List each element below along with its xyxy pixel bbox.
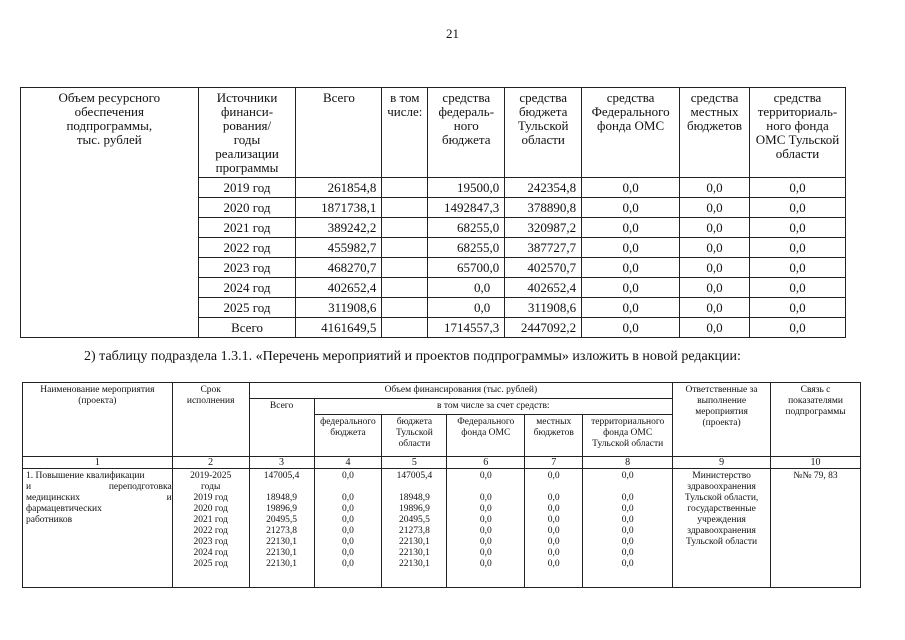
index-cell: 7 xyxy=(525,457,583,469)
total-cell: 261854,8 xyxy=(296,178,382,198)
resource-label: Объем ресурсного обеспечения подпрограммы, тыс. рублей xyxy=(21,88,199,338)
regional-cell: 402652,4 xyxy=(505,278,582,298)
header-local: местных бюджетов xyxy=(525,415,583,457)
foms-cell: 0,0 xyxy=(582,278,680,298)
regional-cell: 242354,8 xyxy=(505,178,582,198)
regional-cell: 2447092,2 xyxy=(505,318,582,338)
header-link: Связь с показателями подпрограммы xyxy=(771,383,861,457)
federal-cell: 68255,0 xyxy=(428,238,505,258)
local-cell: 0,0 xyxy=(680,198,750,218)
federal-cell: 65700,0 xyxy=(428,258,505,278)
tfoms-cell: 0,0 xyxy=(750,198,846,218)
measure-years: 2019-2025 годы 2019 год 2020 год 2021 год 2022 год 2023 год 2024 год 2025 год xyxy=(172,469,249,588)
empty-cell xyxy=(382,178,428,198)
year-cell: 2023 год xyxy=(198,258,296,278)
year-cell: 2019 год xyxy=(198,178,296,198)
header-responsible: Ответственные за выполнение мероприятия (проекта) xyxy=(673,383,771,457)
tfoms-cell: 0,0 xyxy=(750,218,846,238)
index-cell: 6 xyxy=(447,457,525,469)
total-cell: 402652,4 xyxy=(296,278,382,298)
instruction-text: 2) таблицу подраздела 1.3.1. «Перечень мероприятий и проектов подпрограммы» изложить в новой редакции: xyxy=(84,349,741,364)
header-total: Всего xyxy=(249,399,314,457)
regional-cell: 320987,2 xyxy=(505,218,582,238)
index-cell: 3 xyxy=(249,457,314,469)
index-cell: 9 xyxy=(673,457,771,469)
federal-cell: 68255,0 xyxy=(428,218,505,238)
empty-cell xyxy=(382,298,428,318)
local-cell: 0,0 xyxy=(680,278,750,298)
tfoms-cell: 0,0 xyxy=(750,298,846,318)
local-cell: 0,0 xyxy=(680,218,750,238)
index-cell: 8 xyxy=(583,457,673,469)
header-volume: Объем финансирования (тыс. рублей) xyxy=(249,383,673,399)
header-name: Наименование мероприятия (проекта) xyxy=(23,383,173,457)
total-cell: 1871738,1 xyxy=(296,198,382,218)
header-federal: средства федераль- ного бюджета xyxy=(428,88,505,178)
header-foms: средства Федерального фонда ОМС xyxy=(582,88,680,178)
tfoms-cell: 0,0 xyxy=(750,278,846,298)
local-cell: 0,0 xyxy=(680,318,750,338)
measure-total: 147005,4 18948,9 19896,9 20495,5 21273,8 22130,1 22130,1 22130,1 xyxy=(249,469,314,588)
year-cell: 2021 год xyxy=(198,218,296,238)
regional-cell: 311908,6 xyxy=(505,298,582,318)
header-total: Всего xyxy=(296,88,382,178)
total-cell: 468270,7 xyxy=(296,258,382,278)
tfoms-cell: 0,0 xyxy=(750,178,846,198)
total-cell: 311908,6 xyxy=(296,298,382,318)
header-incl: в том числе: xyxy=(382,88,428,178)
measure-link: №№ 79, 83 xyxy=(771,469,861,588)
year-cell: 2024 год xyxy=(198,278,296,298)
index-row xyxy=(23,457,861,469)
header-regional: бюджета Тульской области xyxy=(382,415,447,457)
index-cell: 4 xyxy=(314,457,382,469)
year-cell: 2025 год xyxy=(198,298,296,318)
regional-cell: 402570,7 xyxy=(505,258,582,278)
header-tfoms: средства территориаль- ного фонда ОМС Тульской области xyxy=(750,88,846,178)
empty-cell xyxy=(382,318,428,338)
index-cell: 10 xyxy=(771,457,861,469)
empty-cell xyxy=(382,198,428,218)
regional-cell: 387727,7 xyxy=(505,238,582,258)
federal-cell: 1492847,3 xyxy=(428,198,505,218)
total-cell: 4161649,5 xyxy=(296,318,382,338)
local-cell: 0,0 xyxy=(680,298,750,318)
local-cell: 0,0 xyxy=(680,178,750,198)
empty-cell xyxy=(382,218,428,238)
empty-cell xyxy=(382,278,428,298)
header-local: средства местных бюджетов xyxy=(680,88,750,178)
measure-responsible: Министерство здравоохранения Тульской области, государственные учреждения здравоохранения Тульской области xyxy=(673,469,771,588)
index-cell: 2 xyxy=(172,457,249,469)
year-cell: 2022 год xyxy=(198,238,296,258)
measure-row xyxy=(23,469,861,588)
measure-local: 0,0 0,0 0,0 0,0 0,0 0,0 0,0 0,0 xyxy=(525,469,583,588)
foms-cell: 0,0 xyxy=(582,298,680,318)
local-cell: 0,0 xyxy=(680,238,750,258)
empty-cell xyxy=(382,258,428,278)
measure-tfoms: 0,0 0,0 0,0 0,0 0,0 0,0 0,0 0,0 xyxy=(583,469,673,588)
total-cell: 455982,7 xyxy=(296,238,382,258)
tfoms-cell: 0,0 xyxy=(750,238,846,258)
federal-cell: 19500,0 xyxy=(428,178,505,198)
federal-cell: 0,0 xyxy=(428,298,505,318)
total-cell: 389242,2 xyxy=(296,218,382,238)
foms-cell: 0,0 xyxy=(582,178,680,198)
federal-cell: 1714557,3 xyxy=(428,318,505,338)
regional-cell: 378890,8 xyxy=(505,198,582,218)
header-regional: средства бюджета Тульской области xyxy=(505,88,582,178)
tfoms-cell: 0,0 xyxy=(750,258,846,278)
header-sources: Источники финанси- рования/ годы реализации программы xyxy=(198,88,296,178)
year-cell: 2020 год xyxy=(198,198,296,218)
measure-name: 1. Повышение квалификации и переподготовка медицинских и фармацевтических работников xyxy=(23,469,173,588)
tfoms-cell: 0,0 xyxy=(750,318,846,338)
page-number: 21 xyxy=(446,26,459,41)
federal-cell: 0,0 xyxy=(428,278,505,298)
measures-table xyxy=(22,382,861,588)
header-incl: в том числе за счет средств: xyxy=(314,399,673,415)
foms-cell: 0,0 xyxy=(582,258,680,278)
local-cell: 0,0 xyxy=(680,258,750,278)
index-cell: 1 xyxy=(23,457,173,469)
resource-table xyxy=(20,87,846,338)
header-foms: Федерального фонда ОМС xyxy=(447,415,525,457)
empty-cell xyxy=(382,238,428,258)
header-term: Срок исполнения xyxy=(172,383,249,457)
foms-cell: 0,0 xyxy=(582,238,680,258)
index-cell: 5 xyxy=(382,457,447,469)
measure-foms: 0,0 0,0 0,0 0,0 0,0 0,0 0,0 0,0 xyxy=(447,469,525,588)
measure-federal: 0,0 0,0 0,0 0,0 0,0 0,0 0,0 0,0 xyxy=(314,469,382,588)
foms-cell: 0,0 xyxy=(582,218,680,238)
measure-regional: 147005,4 18948,9 19896,9 20495,5 21273,8 22130,1 22130,1 22130,1 xyxy=(382,469,447,588)
year-cell: Всего xyxy=(198,318,296,338)
foms-cell: 0,0 xyxy=(582,318,680,338)
header-federal: федерального бюджета xyxy=(314,415,382,457)
header-tfoms: территориального фонда ОМС Тульской области xyxy=(583,415,673,457)
foms-cell: 0,0 xyxy=(582,198,680,218)
